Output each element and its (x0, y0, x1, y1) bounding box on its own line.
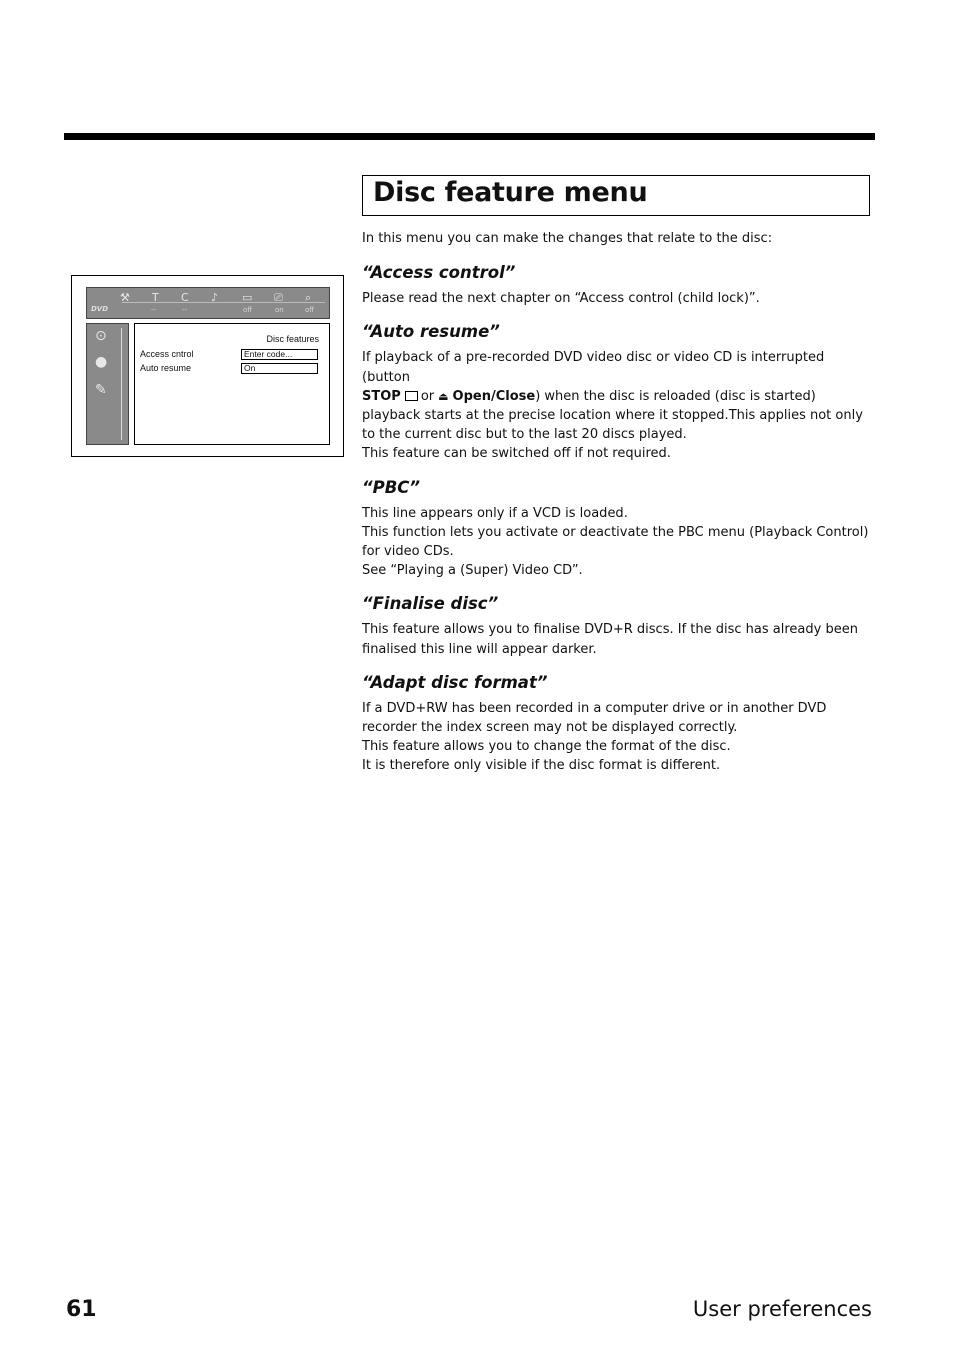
section-text: This feature can be switched off if not required. (362, 446, 671, 462)
title-icon: T (152, 291, 159, 304)
section-text: See “Playing a (Super) Video CD”. (362, 563, 583, 579)
subtitle-icon: ▭ (242, 291, 253, 304)
audio-icon: ♪ (211, 291, 219, 304)
section-pbc (362, 477, 872, 581)
section-text: This feature allows you to finalise DVD+R discs. If the disc has already been finalised this line will appear darker. (362, 622, 858, 657)
osd-value-zoom: off (305, 306, 315, 314)
eject-icon: ⏏ (438, 389, 449, 403)
section-text: It is therefore only visible if the disc format is different. (362, 758, 721, 774)
intro-text: In this menu you can make the changes that relate to the disc: (362, 231, 773, 246)
osd-top-bar (86, 287, 330, 319)
section-adapt-disc-format (362, 672, 872, 776)
dvd-logo: DVD (91, 305, 109, 313)
page-number: 61 (66, 1297, 97, 1322)
section-heading: “PBC” (362, 477, 421, 497)
page-title: Disc feature menu (373, 177, 648, 208)
osd-side-menu (86, 323, 129, 445)
section-auto-resume (362, 321, 872, 463)
disc-icon: ● (95, 354, 108, 370)
section-heading: “Finalise disc” (362, 594, 499, 614)
access-control-label: Access cntrol (140, 349, 194, 359)
access-control-field: Enter code... (241, 349, 318, 360)
section-heading: “Access control” (362, 263, 516, 283)
section-access-control (362, 262, 872, 308)
section-heading: “Adapt disc format” (362, 672, 548, 692)
settings-tools-icon: ⚒ (120, 291, 130, 304)
auto-resume-label: Auto resume (140, 363, 192, 373)
top-rule (64, 133, 875, 140)
osd-side-line (121, 328, 122, 440)
section-name: User preferences (692, 1297, 872, 1321)
zoom-icon: ⌕ (305, 291, 312, 304)
title-box (362, 175, 870, 216)
osd-value-angle: on (275, 306, 284, 314)
stop-icon (405, 391, 418, 401)
osd-value-subtitle: off (243, 306, 253, 314)
section-text: This function lets you activate or deactivate the PBC menu (Playback Control) for video CDs. (362, 524, 869, 560)
section-heading: “Auto resume” (362, 322, 500, 342)
osd-screenshot (71, 275, 344, 457)
section-text: This feature allows you to change the format of the disc. (362, 739, 731, 755)
stop-label: STOP (362, 388, 401, 404)
section-text: Please read the next chapter on “Access control (child lock)”. (362, 291, 760, 307)
section-text: If a DVD+RW has been recorded in a computer drive or in another DVD recorder the index screen may not be displayed correctly. (362, 700, 827, 736)
osd-value-chapter: -- (182, 306, 188, 314)
auto-resume-field: On (241, 363, 318, 374)
section-text: This line appears only if a VCD is loaded. (362, 505, 628, 521)
osd-value-title: -- (151, 306, 157, 314)
section-text: If playback of a pre-recorded DVD video disc or video CD is interrupted (button STOP or ⏏ Open/Close) when the disc is reloaded (disc is started) playback starts at the precise location where it stopped.This applies not only to the current disc but to the last 20 discs played. (362, 350, 863, 443)
panel-title: Disc features (266, 334, 319, 344)
main-content (362, 229, 872, 789)
chapter-icon: C (181, 291, 189, 304)
camera-angle-icon: ⎚ (274, 291, 283, 304)
wrench-icon: ✎ (95, 382, 107, 398)
osd-panel (134, 323, 330, 445)
section-finalise-disc (362, 593, 872, 658)
disc-features-icon: ⊙ (95, 328, 107, 344)
open-close-label: Open/Close (452, 388, 536, 404)
